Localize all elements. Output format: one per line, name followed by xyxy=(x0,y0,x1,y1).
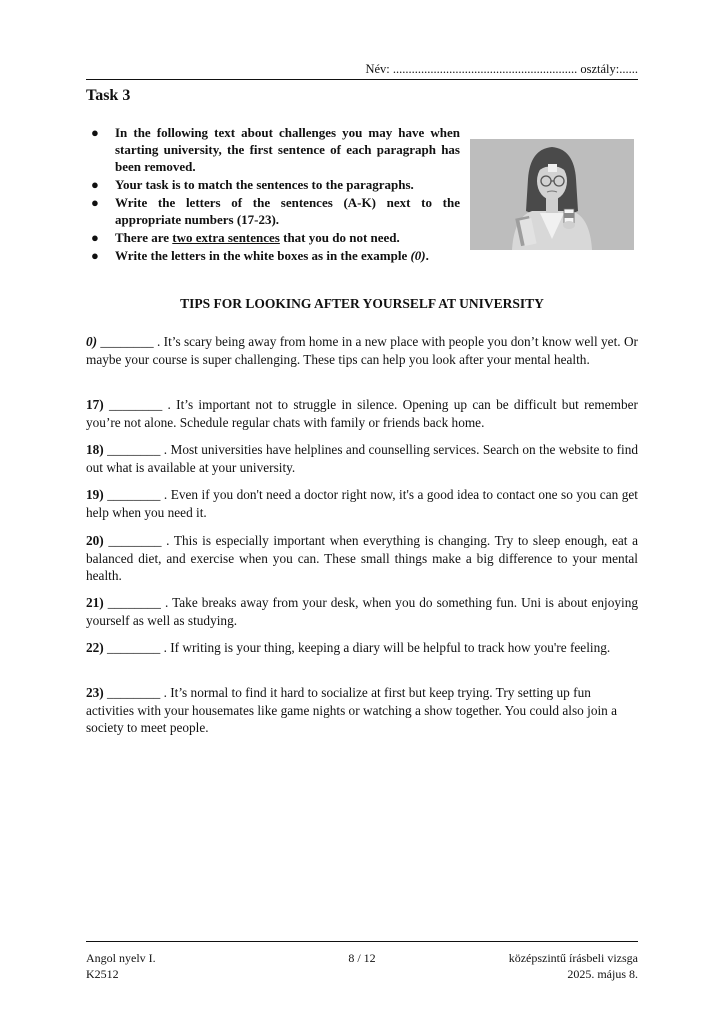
paragraph-0: 0) ________ . It’s scary being away from home in a new place with people you don’t know well yet. Or maybe your course is super challenging. These tips can help you look after your mental health. xyxy=(86,334,638,367)
instruction-item: ● In the following text about challenges you may have when starting university, the first sentence of each paragraph has been removed. xyxy=(91,125,460,174)
answer-blank: ________ xyxy=(103,397,168,412)
header-divider xyxy=(86,79,638,80)
paragraph-17: 17) ________ . It’s important not to struggle in silence. Opening up can be difficult but remember you’re not alone. Schedule regular chats with family or friends back home. xyxy=(86,397,638,430)
instruction-item: ● Write the letters of the sentences (A-K) next to the appropriate numbers (17-23). xyxy=(91,195,460,227)
page-number: 8 / 12 xyxy=(348,951,376,965)
instruction-item: ● Write the letters in the white boxes as in the example (0). xyxy=(91,248,429,263)
bullet-icon: ● xyxy=(91,230,99,245)
answer-blank: ________ xyxy=(103,595,165,610)
exam-level: középszintű írásbeli vizsga xyxy=(508,951,638,965)
answer-blank: ________ xyxy=(103,685,164,700)
exam-date: 2025. május 8. xyxy=(567,966,638,981)
answer-blank: ________ xyxy=(103,487,164,502)
bullet-icon: ● xyxy=(91,125,99,140)
paragraph-number: 18) xyxy=(86,442,104,457)
footer-left xyxy=(86,951,156,982)
answer-blank: ________ xyxy=(103,533,167,548)
bullet-icon: ● xyxy=(91,195,99,210)
task-title: Task 3 xyxy=(86,87,131,104)
student-photo xyxy=(470,139,634,250)
paragraph-number: 17) xyxy=(86,397,104,412)
bullet-icon: ● xyxy=(91,248,99,263)
paragraph-number: 21) xyxy=(86,595,104,610)
name-class-field: Név: ........................................................... osztály:...... xyxy=(365,62,638,76)
answer-blank: ________ xyxy=(103,442,164,457)
paragraph-18: 18) ________ . Most universities have helplines and counselling services. Search on the website to find out what is available at your university. xyxy=(86,442,638,475)
exam-code: K2512 xyxy=(86,966,119,981)
footer-right xyxy=(509,951,638,982)
paragraph-19: 19) ________ . Even if you don't need a doctor right now, it's a good idea to contact one so you can get help when you need it. xyxy=(86,487,638,520)
paragraph-20: 20) ________ . This is especially important when everything is changing. Try to sleep enough, eat a balanced diet, and exercise when you can. These small things make a big difference to your mental health. xyxy=(86,533,638,583)
bullet-icon: ● xyxy=(91,177,99,192)
footer-divider xyxy=(86,941,638,942)
paragraph-number: 0) xyxy=(86,334,98,349)
paragraph-21: 21) ________ . Take breaks away from your desk, when you do something fun. Uni is about enjoying yourself as well as studying. xyxy=(86,595,639,628)
instruction-item: ● Your task is to match the sentences to the paragraphs. xyxy=(91,177,414,192)
paragraph-number: 20) xyxy=(86,533,104,548)
answer-blank: ________ xyxy=(103,640,164,655)
paragraph-number: 19) xyxy=(86,487,104,502)
article-title: TIPS FOR LOOKING AFTER YOURSELF AT UNIVERSITY xyxy=(180,296,544,311)
instruction-item: ● There are two extra sentences that you do not need. xyxy=(91,230,400,245)
student-photo-illustration xyxy=(470,139,634,250)
paragraph-23: 23) ________ . It’s normal to find it hard to socialize at first but keep trying. Try setting up fun activities with your housemates like game nights or watching a show together. You could also join a society to meet people. xyxy=(86,685,618,735)
instruction-list xyxy=(90,124,460,265)
paragraph-22: 22) ________ . If writing is your thing, keeping a diary will be helpful to track how you're feeling. xyxy=(86,640,611,655)
paragraph-number: 22) xyxy=(86,640,104,655)
subject-name: Angol nyelv I. xyxy=(86,951,156,965)
paragraph-number: 23) xyxy=(86,685,104,700)
answer-blank: ________ xyxy=(97,334,157,349)
example-ref: (0) xyxy=(410,248,426,263)
underlined-phrase: two extra sentences xyxy=(172,230,280,245)
